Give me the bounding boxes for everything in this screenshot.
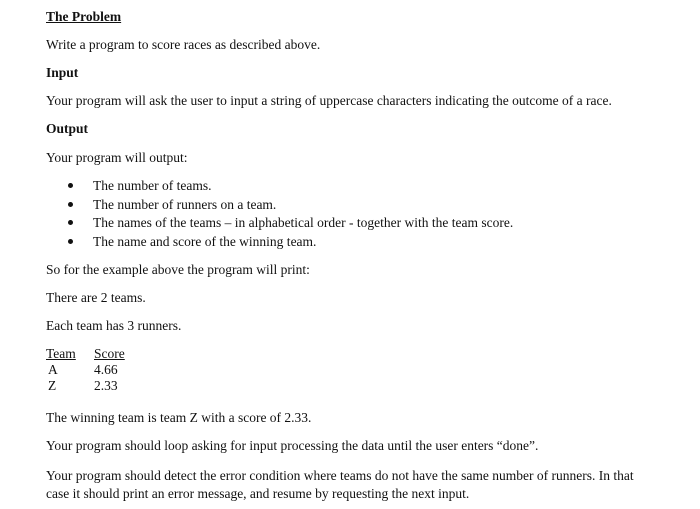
output-intro: Your program will output: [46,150,188,165]
table-header-score: Score [94,346,125,361]
problem-title: The Problem [46,9,122,24]
score-cell: 4.66 [94,362,118,377]
winner-line: The winning team is team Z with a score of 2.33. [46,410,312,425]
score-table [46,346,125,394]
table-row [46,378,125,394]
list-item [68,178,513,197]
bullet-icon [68,239,73,244]
input-text: Your program will ask the user to input a string of uppercase characters indicating the outcome of a race. [46,93,612,108]
score-cell: 2.33 [94,378,118,393]
list-item [68,197,513,216]
teams-count-line: There are 2 teams. [46,290,146,305]
bullet-icon [68,183,73,188]
table-row [46,362,125,378]
bullet-text: The number of teams. [93,178,212,193]
output-bullet-list [68,178,513,252]
loop-instruction: Your program should loop asking for input processing the data until the user enters “done”. [46,438,539,453]
table-header-team: Team [46,346,76,361]
list-item [68,234,513,253]
output-heading: Output [46,121,89,136]
list-item [68,215,513,234]
bullet-icon [68,220,73,225]
bullet-icon [68,202,73,207]
team-cell: A [48,362,58,377]
input-heading: Input [46,65,79,80]
bullet-text: The name and score of the winning team. [93,233,317,249]
problem-description: Write a program to score races as described above. [46,37,321,52]
bullet-text: The names of the teams – in alphabetical order - together with the team score. [93,215,514,230]
example-intro: So for the example above the program will print: [46,262,310,277]
runners-count-line: Each team has 3 runners. [46,318,182,333]
table-header-row [46,346,125,362]
bullet-text: The number of runners on a team. [93,196,277,212]
team-cell: Z [48,378,57,393]
error-instruction: Your program should detect the error condition where teams do not have the same number of runners. In that case it should print an error message, and resume by requesting the next input. [46,468,634,501]
